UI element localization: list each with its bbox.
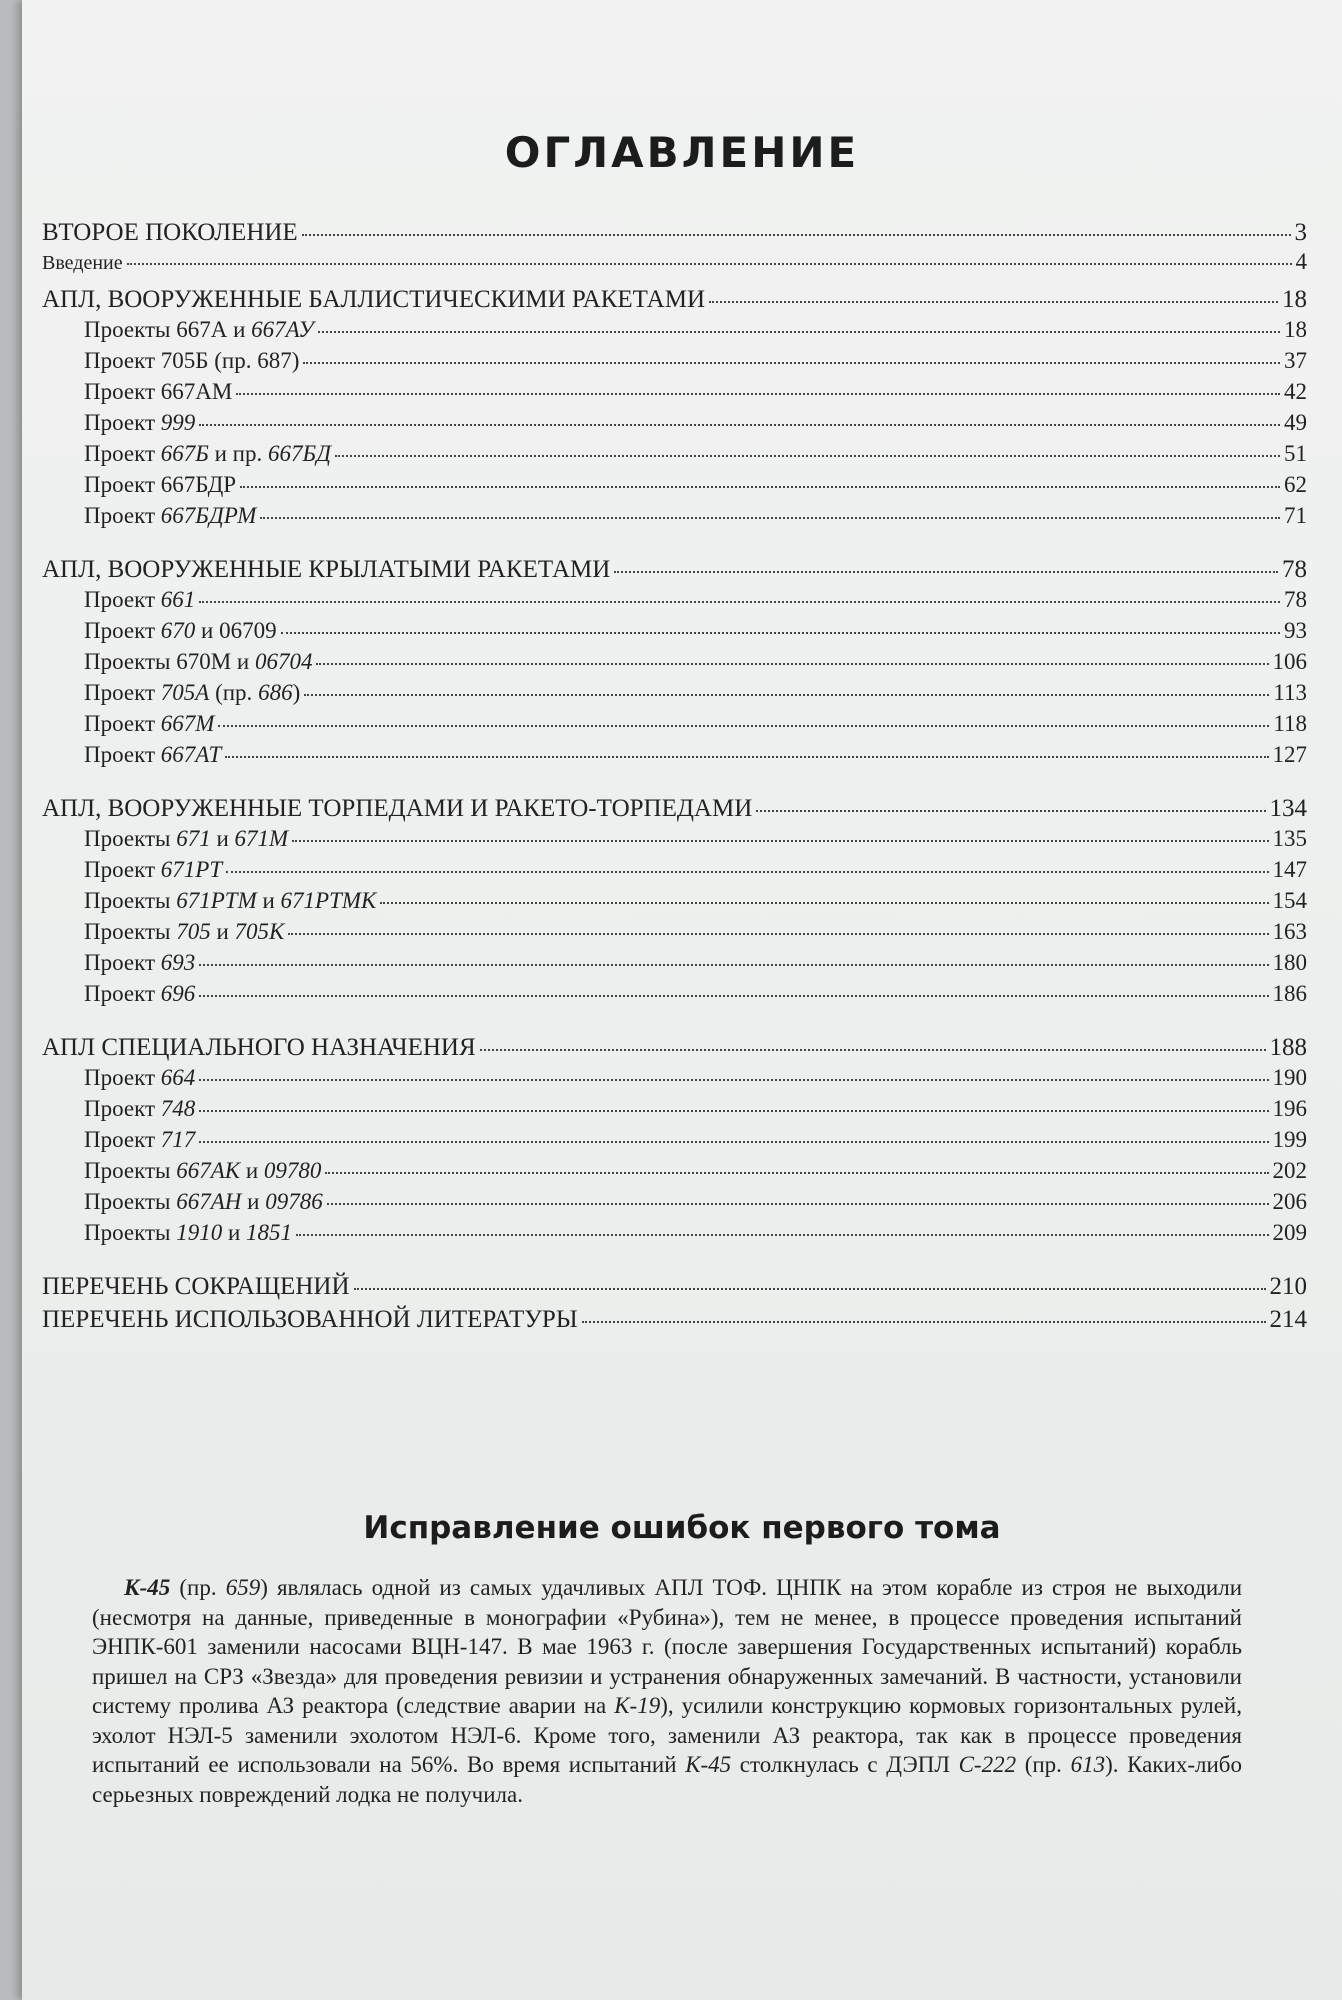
toc-entry-label: Проект 667БДРМ [84, 503, 257, 528]
toc-page-number: 18 [1284, 317, 1307, 342]
toc-entry-label: Проект 667Б и пр. 667БД [84, 441, 331, 466]
toc-leader-dots [225, 756, 1268, 758]
toc-entry [42, 681, 1307, 712]
toc-entry [42, 619, 1307, 650]
toc-entry-label: Проекты 671 и 671М [84, 826, 289, 851]
toc-entry [42, 250, 1307, 281]
toc-entry [42, 790, 1307, 827]
toc-page-number: 163 [1272, 919, 1307, 944]
toc-leader-dots [199, 601, 1280, 603]
toc-entry-label: АПЛ, ВООРУЖЕННЫЕ БАЛЛИСТИЧЕСКИМИ РАКЕТАМИ [42, 286, 706, 313]
toc-entry-label: Проекты 705 и 705К [84, 919, 285, 944]
toc-entry [42, 1190, 1307, 1221]
toc-leader-dots [226, 871, 1268, 873]
toc-leader-dots [260, 517, 1280, 519]
toc-leader-dots [199, 1110, 1268, 1112]
toc-entry [42, 281, 1307, 318]
toc-page-number: 4 [1295, 249, 1307, 274]
toc-entry [42, 442, 1307, 473]
toc-entry-label: Проекты 667АК и 09780 [84, 1158, 322, 1183]
toc-page-number: 62 [1284, 472, 1307, 497]
toc-page-number: 190 [1272, 1065, 1307, 1090]
toc-entry [42, 827, 1307, 858]
toc-entry-label: Введение [42, 252, 123, 274]
toc-entry [42, 1268, 1307, 1305]
toc-page-number: 202 [1272, 1158, 1307, 1183]
toc-entry [42, 318, 1307, 349]
toc-entry [42, 380, 1307, 411]
toc-page-number: 147 [1272, 857, 1307, 882]
toc-page-number: 154 [1272, 888, 1307, 913]
toc-page-number: 186 [1272, 981, 1307, 1006]
toc-page-number: 78 [1282, 556, 1307, 583]
book-page [22, 0, 1342, 2000]
toc-entry [42, 588, 1307, 619]
toc-title: ОГЛАВЛЕНИЕ [504, 128, 860, 177]
toc-entry-label: Проект 667М [84, 711, 215, 736]
toc-entry-label: Проект 664 [84, 1065, 196, 1090]
toc-entry-label: Проекты 1910 и 1851 [84, 1220, 293, 1245]
toc-page-number: 93 [1284, 618, 1307, 643]
toc-page-number: 71 [1284, 503, 1307, 528]
toc-entry-label: Проекты 667А и 667АУ [84, 317, 314, 342]
toc-leader-dots [199, 424, 1280, 426]
toc-leader-dots [614, 571, 1278, 573]
toc-page-number: 3 [1294, 219, 1307, 246]
toc-entry-label: Проект 705А (пр. 686) [84, 680, 301, 705]
toc-leader-dots [756, 810, 1265, 812]
toc-leader-dots [709, 301, 1278, 303]
toc-entry [42, 650, 1307, 681]
toc-leader-dots [127, 263, 1292, 265]
toc-entry [42, 349, 1307, 380]
toc-entry-label: АПЛ, ВООРУЖЕННЫЕ ТОРПЕДАМИ И РАКЕТО-ТОРПЕДАМИ [42, 795, 753, 822]
toc-leader-dots [199, 1141, 1268, 1143]
toc-entry-label: Проект 671РТ [84, 857, 223, 882]
toc-page-number: 209 [1272, 1220, 1307, 1245]
toc-entry [42, 1128, 1307, 1159]
toc-entry [42, 1159, 1307, 1190]
toc-entry [42, 712, 1307, 743]
toc-leader-dots [236, 393, 1280, 395]
toc-entry-label: АПЛ, ВООРУЖЕННЫЕ КРЫЛАТЫМИ РАКЕТАМИ [42, 556, 611, 583]
errata-title: Исправление ошибок первого тома [363, 1510, 1001, 1546]
toc-page-number: 37 [1284, 348, 1307, 373]
toc-entry [42, 1066, 1307, 1097]
toc-entry [42, 920, 1307, 951]
errata-k45: К-45 [124, 1575, 171, 1600]
toc-entry-label: ПЕРЕЧЕНЬ СОКРАЩЕНИЙ [42, 1273, 350, 1300]
toc-entry-label: Проект 696 [84, 981, 196, 1006]
toc-entry [42, 1029, 1307, 1066]
toc-page-number: 78 [1284, 587, 1307, 612]
toc-page-number: 199 [1272, 1127, 1307, 1152]
toc-page-number: 214 [1269, 1306, 1307, 1333]
toc-leader-dots [302, 234, 1291, 236]
toc-entry-label: Проекты 671РТМ и 671РТМК [84, 888, 377, 913]
toc-page-number: 188 [1269, 1034, 1307, 1061]
toc-leader-dots [240, 486, 1280, 488]
toc-page-number: 210 [1269, 1273, 1307, 1300]
toc-leader-dots [199, 995, 1268, 997]
toc-leader-dots [281, 632, 1280, 634]
toc-page-number: 51 [1284, 441, 1307, 466]
toc-page-number: 118 [1273, 711, 1307, 736]
toc-entry-label: Проект 667АТ [84, 742, 222, 767]
toc-leader-dots [325, 1172, 1268, 1174]
toc-entry-label: ВТОРОЕ ПОКОЛЕНИЕ [42, 219, 298, 246]
toc-entry [42, 551, 1307, 588]
toc-entry-label: Проекты 670М и 06704 [84, 649, 313, 674]
toc-leader-dots [304, 694, 1269, 696]
toc-entry-label: Проект 670 и 06709 [84, 618, 277, 643]
toc-entry-label: Проект 667АМ [84, 379, 233, 404]
toc-leader-dots [318, 331, 1280, 333]
toc-entry-label: Проект 693 [84, 950, 196, 975]
errata-paragraph: К-45 (пр. 659) являлась одной из самых удачливых АПЛ ТОФ. ЦНПК на этом корабле из строя не выходили (несмотря на данные, приведенные в монографии «Рубина»), тем не менее, в процессе проведения испытаний ЭНПК-601 заменили насосами ВЦН-147. В мае 1963 г. (после завершения Государственных испытаний) корабль пришел на СРЗ «Звезда» для проведения ревизии и устранения обнаруженных замечаний. В частности, установили систему пролива АЗ реактора (следствие аварии на К-19), усилили конструкцию кормовых горизонтальных рулей, эхолот НЭЛ-5 заменили эхолотом НЭЛ-6. Кроме того, заменили АЗ реактора, так как в процессе проведения испытаний ее использовали на 56%. Во время испытаний К-45 столкнулась с ДЭПЛ С-222 (пр. 613). Каких-либо серьезных повреждений лодка не получила. [92, 1575, 1242, 1807]
toc-entry [42, 1221, 1307, 1252]
toc-leader-dots [296, 1234, 1268, 1236]
toc-leader-dots [582, 1321, 1266, 1323]
toc-entry-label: Проект 748 [84, 1096, 196, 1121]
toc-page-number: 135 [1272, 826, 1307, 851]
toc-leader-dots [303, 362, 1280, 364]
toc-page-number: 127 [1272, 742, 1307, 767]
toc-entry [42, 743, 1307, 774]
toc-leader-dots [288, 933, 1268, 935]
toc-entry-label: ПЕРЕЧЕНЬ ИСПОЛЬЗОВАННОЙ ЛИТЕРАТУРЫ [42, 1306, 578, 1333]
toc-page-number: 180 [1272, 950, 1307, 975]
toc-entry [42, 411, 1307, 442]
toc-leader-dots [199, 1079, 1268, 1081]
toc-leader-dots [199, 964, 1268, 966]
toc-page-number: 196 [1272, 1096, 1307, 1121]
toc-entry-label: Проект 999 [84, 410, 196, 435]
toc-entry [42, 1097, 1307, 1128]
toc-page-number: 18 [1282, 286, 1307, 313]
table-of-contents [42, 220, 1307, 1339]
toc-entry-label: Проекты 667АН и 09786 [84, 1189, 323, 1214]
toc-entry-label: Проект 705Б (пр. 687) [84, 348, 300, 373]
toc-entry-label: АПЛ СПЕЦИАЛЬНОГО НАЗНАЧЕНИЯ [42, 1034, 476, 1061]
toc-entry-label: Проект 717 [84, 1127, 196, 1152]
toc-leader-dots [316, 663, 1268, 665]
toc-page-number: 206 [1272, 1189, 1307, 1214]
toc-leader-dots [335, 455, 1280, 457]
toc-page-number: 113 [1273, 680, 1307, 705]
toc-leader-dots [292, 840, 1268, 842]
toc-leader-dots [327, 1203, 1269, 1205]
toc-entry [42, 858, 1307, 889]
toc-entry [42, 504, 1307, 535]
toc-page-number: 134 [1269, 795, 1307, 822]
toc-leader-dots [218, 725, 1269, 727]
toc-entry [42, 982, 1307, 1013]
toc-leader-dots [380, 902, 1268, 904]
toc-leader-dots [480, 1049, 1266, 1051]
toc-page-number: 49 [1284, 410, 1307, 435]
toc-entry [42, 220, 1307, 250]
toc-page-number: 106 [1272, 649, 1307, 674]
toc-entry [42, 473, 1307, 504]
toc-entry [42, 1305, 1307, 1339]
toc-entry-label: Проект 667БДР [84, 472, 237, 497]
toc-leader-dots [354, 1288, 1266, 1290]
toc-entry [42, 889, 1307, 920]
toc-entry [42, 951, 1307, 982]
toc-page-number: 42 [1284, 379, 1307, 404]
toc-entry-label: Проект 661 [84, 587, 196, 612]
